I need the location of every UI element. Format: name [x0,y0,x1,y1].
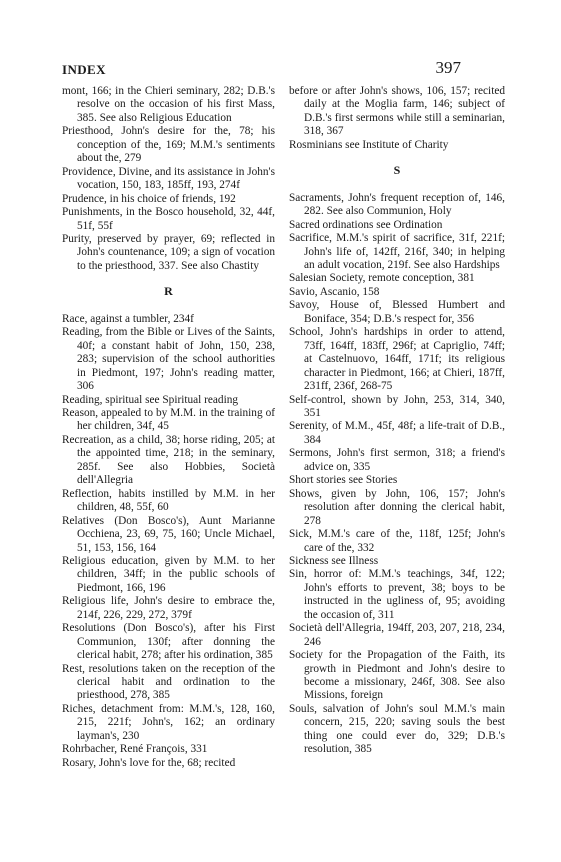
index-entry: Reason, appealed to by M.M. in the training of her children, 34f, 45 [62,406,275,433]
index-entry: Relatives (Don Bosco's), Aunt Marianne Occhiena, 23, 69, 75, 160; Uncle Michael, 51, 153, 156, 164 [62,514,275,554]
index-entry: Rosminians see Institute of Charity [289,138,449,151]
index-entry: Race, against a tumbler, 234f [62,312,194,325]
index-entry: Savoy, House of, Blessed Humbert and Boniface, 354; D.B.'s respect for, 356 [289,299,505,325]
index-entry: School, John's hardships in order to attend, 73ff, 164ff, 183ff, 296f; at Capriglio, 74ff; at Castelnuovo, 164ff, 171f; its religious character in Piedmont, 166; at Chieri, 187ff, 231ff, 236f, 268-75 [289,326,505,393]
index-entry: Sermons, John's first sermon, 318; a friend's advice on, 335 [289,447,505,473]
index-entry: Prudence, in his choice of friends, 192 [62,192,236,205]
section-letter-s: S [393,163,401,178]
index-entry: Providence, Divine, and its assistance in John's vocation, 150, 183, 185ff, 193, 274f [62,165,275,192]
page-number: 397 [435,58,461,77]
index-entry: Society for the Propagation of the Faith, its growth in Piedmont and John's desire to become a missionary, 246f, 308. See also Missions, foreign [289,649,505,702]
index-entry: Shows, given by John, 106, 157; John's resolution after donning the clerical habit, 278 [289,487,505,527]
right-column [289,85,505,757]
index-entry: Salesian Society, remote conception, 381 [289,272,475,285]
index-entry: mont, 166; in the Chieri seminary, 282; D.B.'s resolve on the occasion of his first Mass, 385. See also Religious Education [62,85,275,124]
index-entry: Short stories see Stories [289,474,398,487]
index-entry: Sick, M.M.'s care of the, 118f, 125f; John's care of the, 332 [289,528,505,554]
index-entry: Riches, detachment from: M.M.'s, 128, 160, 215, 221f; John's, 162; an ordinary layman's, 230 [62,702,275,742]
index-entry: Sacred ordinations see Ordination [289,218,443,231]
index-entry: Priesthood, John's desire for the, 78; his conception of the, 169; M.M.'s sentiments about the, 279 [62,125,275,165]
index-entry: Sacraments, John's frequent reception of, 146, 282. See also Communion, Holy [289,191,505,218]
index-entry: Serenity, of M.M., 45f, 48f; a life-trait of D.B., 384 [289,420,505,446]
index-entry: Punishments, in the Bosco household, 32, 44f, 51f, 55f [62,206,275,232]
index-entry: Religious education, given by M.M. to her children, 34ff; in the public schools of Piedmont, 166, 196 [62,554,275,594]
index-entry: Resolutions (Don Bosco's), after his First Communion, 130f; after donning the clerical habit, 278; after his ordination, 385 [62,622,275,662]
index-entry: Recreation, as a child, 38; horse riding, 205; at the appointed time, 218; in the seminary, 285f. See also Hobbies, Società dell'Allegria [62,433,275,487]
index-entry: Rohrbacher, René François, 331 [62,743,208,756]
index-entry: Rest, resolutions taken on the reception of the clerical habit and ordination to the priesthood, 278, 385 [62,662,275,702]
index-entry: before or after John's shows, 106, 157; recited daily at the Moglia farm, 146; subject of D.B.'s first sermons while still a seminarian, 318, 367 [289,85,505,138]
running-head: INDEX [62,62,106,77]
index-entry: Self-control, shown by John, 253, 314, 340, 351 [289,393,505,419]
index-entry: Purity, preserved by prayer, 69; reflected in John's countenance, 109; a sign of vocation to the priesthood, 337. See also Chastity [62,232,275,272]
index-entry: Souls, salvation of John's soul M.M.'s main concern, 215, 220; saving souls the best thing one could ever do, 329; D.B.'s resolution, 385 [289,702,505,756]
index-entry: Reading, spiritual see Spiritual reading [62,393,239,406]
index-entry: Reading, from the Bible or Lives of the Saints, 40f; a constant habit of John, 150, 238, 283; supervision of the school authorities in Piedmont, 197; John's reading matter, 306 [62,326,275,393]
index-entry: Rosary, John's love for the, 68; recited [62,756,236,769]
index-entry: Sickness see Illness [289,554,379,567]
left-column [62,85,275,770]
index-entry: Sacrifice, M.M.'s spirit of sacrifice, 31f, 221f; John's life of, 142ff, 216f, 340; in helping an adult vocation, 219f. See also Hardships [289,232,505,271]
index-entry: Sin, horror of: M.M.'s teachings, 34f, 122; John's efforts to prevent, 38; boys to be instructed in the ugliness of, 95; avoiding the occasion of, 311 [289,568,505,621]
section-letter-r: R [164,284,173,299]
index-entry: Società dell'Allegria, 194ff, 203, 207, 218, 234, 246 [289,622,505,648]
index-entry: Reflection, habits instilled by M.M. in her children, 48, 55f, 60 [62,487,275,514]
index-entry: Religious life, John's desire to embrace the, 214f, 226, 229, 272, 379f [62,595,275,621]
index-entry: Savio, Ascanio, 158 [289,285,380,298]
